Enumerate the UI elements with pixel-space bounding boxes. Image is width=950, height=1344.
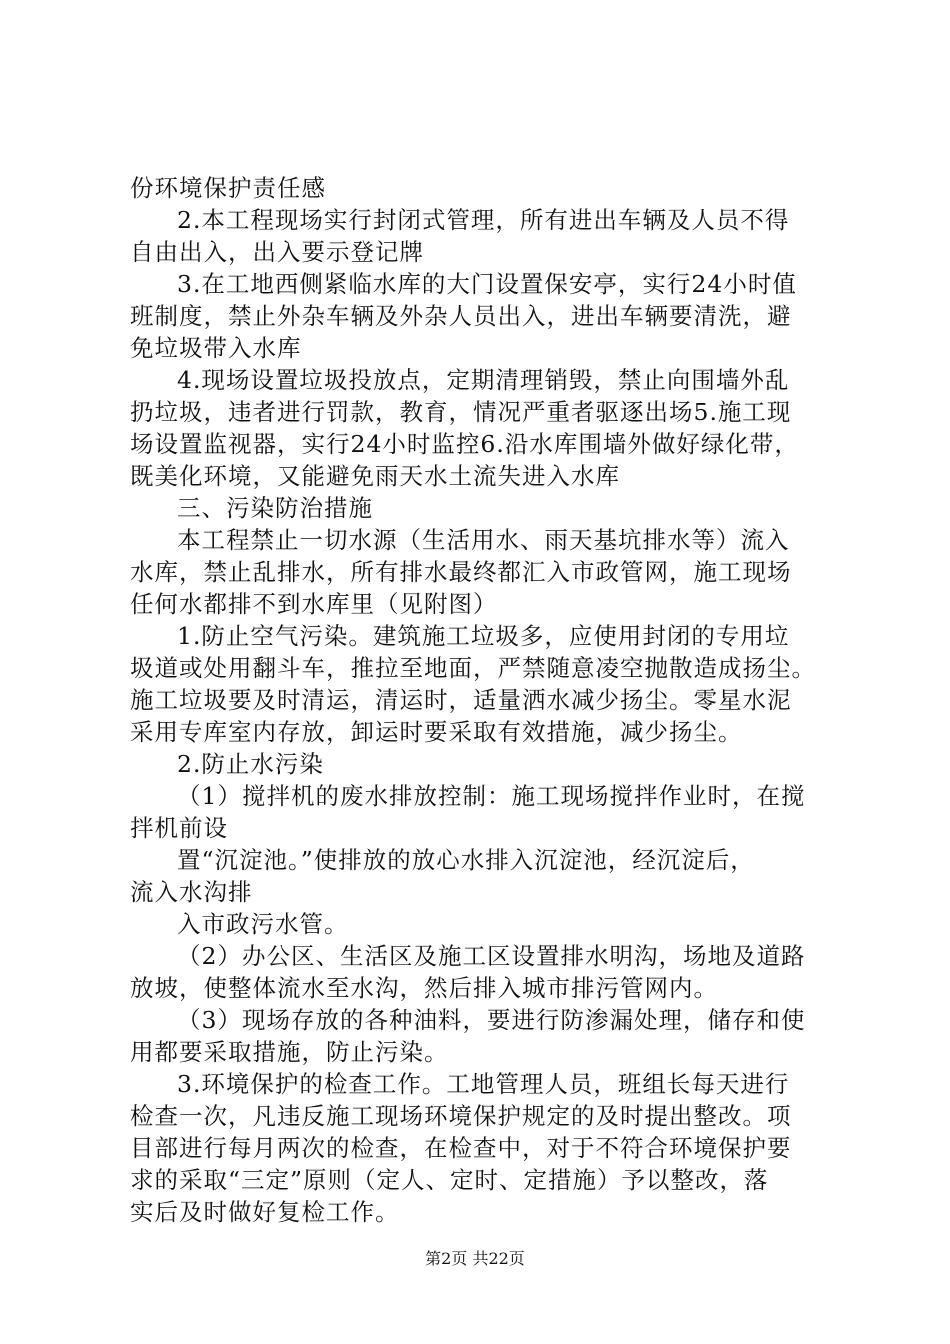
text-line: 1.防止空气污染。建筑施工垃圾多，应使用封闭的专用垃	[177, 622, 790, 650]
text-line: 水库，禁止乱排水，所有排水最终都汇入市政管网，施工现场	[130, 558, 792, 586]
text-line: 施工垃圾要及时清运，清运时，适量洒水减少扬尘。零星水泥	[130, 686, 792, 714]
page-footer	[0, 1246, 950, 1269]
text-line: 用都要采取措施，防止污染。	[130, 1038, 449, 1066]
text-line: 既美化环境，又能避免雨天水土流失进入水库	[130, 462, 620, 490]
text-line: （1）搅拌机的废水排放控制：施工现场搅拌作业时，在搅	[177, 782, 806, 810]
text-line: 任何水都排不到水库里（见附图）	[130, 590, 498, 618]
text-line: 场设置监视器，实行24小时监控6.沿水库围墙外做好绿化带，	[130, 430, 799, 458]
text-line: 4.现场设置垃圾投放点，定期清理销毁，禁止向围墙外乱	[177, 366, 790, 394]
text-line: 圾道或处用翻斗车，推拉至地面，严禁随意凌空抛散造成扬尘。	[130, 654, 816, 682]
text-line: （2）办公区、生活区及施工区设置排水明沟，场地及道路	[177, 942, 806, 970]
text-line: 目部进行每月两次的检查，在检查中，对于不符合环境保护要	[130, 1134, 792, 1162]
text-line: 3.在工地西侧紧临水库的大门设置保安亭，实行24小时值	[177, 270, 797, 298]
text-line: （3）现场存放的各种油料，要进行防渗漏处理，储存和使	[177, 1006, 806, 1034]
text-line: 免垃圾带入水库	[130, 334, 302, 362]
text-line: 拌机前设	[130, 814, 228, 842]
text-line: 班制度，禁止外杂车辆及外杂人员出入，进出车辆要清洗，避	[130, 302, 792, 330]
text-line: 2.本工程现场实行封闭式管理，所有进出车辆及人员不得	[177, 206, 790, 234]
text-line: 采用专库室内存放，卸运时要采取有效措施，减少扬尘。	[130, 718, 743, 746]
text-line: 扔垃圾，违者进行罚款，教育，情况严重者驱逐出场5.施工现	[130, 398, 792, 426]
text-line: 2.防止水污染	[177, 750, 324, 778]
text-line: 求的采取“三定”原则（定人、定时、定措施）予以整改，落	[130, 1166, 769, 1194]
text-line: 置“沉淀池。”使排放的放心水排入沉淀池，经沉淀后，	[177, 846, 755, 874]
text-line: 自由出入，出入要示登记牌	[130, 238, 424, 266]
page-number-label: 第2页 共22页	[425, 1249, 525, 1268]
document-body	[130, 172, 830, 1228]
text-line: 检查一次，凡违反施工现场环境保护规定的及时提出整改。项	[130, 1102, 792, 1130]
text-line: 三、污染防治措施	[177, 494, 373, 522]
text-line: 本工程禁止一切水源（生活用水、雨天基坑排水等）流入	[177, 526, 790, 554]
text-line: 份环境保护责任感	[130, 174, 326, 202]
text-line: 放坡，使整体流水至水沟，然后排入城市排污管网内。	[130, 974, 718, 1002]
text-line: 3.环境保护的检查工作。工地管理人员，班组长每天进行	[177, 1070, 790, 1098]
text-line: 流入水沟排	[130, 878, 253, 906]
text-line: 实后及时做好复检工作。	[130, 1198, 400, 1226]
text-line: 入市政污水管。	[177, 910, 349, 938]
